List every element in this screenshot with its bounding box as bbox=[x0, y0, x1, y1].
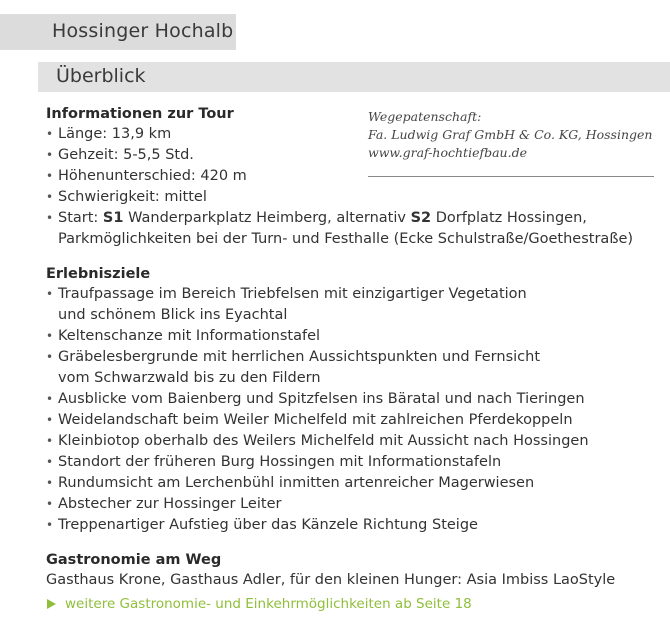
tour-info-heading: Informationen zur Tour bbox=[46, 106, 234, 122]
highlights-heading: Erlebnisziele bbox=[46, 266, 151, 282]
start-point-s1: S1 bbox=[102, 210, 124, 226]
content-area bbox=[46, 104, 660, 615]
tour-difficulty: • Schwierigkeit: mittel bbox=[46, 187, 670, 208]
list-item: • Abstecher zur Hossinger Leiter bbox=[46, 494, 606, 515]
tour-length: • Länge: 13,9 km bbox=[46, 124, 670, 145]
arrow-right-icon bbox=[47, 599, 56, 609]
section-header-band bbox=[38, 62, 670, 92]
list-item: • Treppenartiger Aufstieg über das Känzele Richtung Steige bbox=[46, 515, 606, 536]
section-title: Überblick bbox=[56, 65, 146, 87]
sponsor-label: Wegepatenschaft: bbox=[368, 109, 482, 124]
tour-elevation: • Höhenunterschied: 420 m bbox=[46, 166, 670, 187]
highlights-list bbox=[46, 284, 606, 536]
start-s2-text: Dorfplatz Hossingen, Parkmöglichkeiten bei der Turn- und Festhalle (Ecke Schulstraße/Goethestraße) bbox=[58, 210, 634, 247]
list-item: • Weidelandschaft beim Weiler Michelfeld mit zahlreichen Pferdekoppeln bbox=[46, 410, 606, 431]
gastronomy-section bbox=[46, 550, 670, 615]
more-gastronomy-link[interactable] bbox=[46, 593, 670, 615]
gastronomy-text: Gasthaus Krone, Gasthaus Adler, für den kleinen Hunger: Asia Imbiss LaoStyle bbox=[46, 572, 616, 588]
list-item: • Traufpassage im Bereich Triebfelsen mit einzigartiger Vegetation und schönem Blick ins Eyachtal bbox=[46, 284, 538, 326]
tour-duration: • Gehzeit: 5-5,5 Std. bbox=[46, 145, 670, 166]
sponsor-url[interactable]: www.graf-hochtiefbau.de bbox=[368, 145, 527, 160]
gastronomy-heading: Gastronomie am Weg bbox=[46, 552, 222, 568]
list-item: • Ausblicke vom Baienberg und Spitzfelsen ins Bäratal und nach Tieringen bbox=[46, 389, 606, 410]
highlights-section bbox=[46, 264, 670, 536]
page-header-band bbox=[0, 14, 236, 50]
start-point-s2: S2 bbox=[410, 210, 432, 226]
start-s1-text: Wanderparkplatz Heimberg, alternativ bbox=[123, 210, 411, 226]
tour-info-section bbox=[46, 104, 670, 250]
sponsor-company: Fa. Ludwig Graf GmbH & Co. KG, Hossingen bbox=[368, 127, 653, 142]
list-item: • Standort der früheren Burg Hossingen mit Informationstafeln bbox=[46, 452, 606, 473]
start-prefix: Start: bbox=[58, 210, 103, 226]
page-title: Hossinger Hochalb bbox=[52, 20, 234, 42]
tour-info-list bbox=[46, 124, 670, 250]
list-item: • Gräbelesbergrunde mit herrlichen Aussichtspunkten und Fernsicht vom Schwarzwald bis zu den Fildern bbox=[46, 347, 548, 389]
tour-start bbox=[46, 208, 670, 250]
list-item: • Kleinbiotop oberhalb des Weilers Michelfeld mit Aussicht nach Hossingen bbox=[46, 431, 606, 452]
more-gastronomy-label: weitere Gastronomie- und Einkehrmöglichkeiten ab Seite 18 bbox=[65, 596, 472, 612]
list-item: • Rundumsicht am Lerchenbühl inmitten artenreicher Magerwiesen bbox=[46, 473, 606, 494]
list-item: • Keltenschanze mit Informationstafel bbox=[46, 326, 606, 347]
